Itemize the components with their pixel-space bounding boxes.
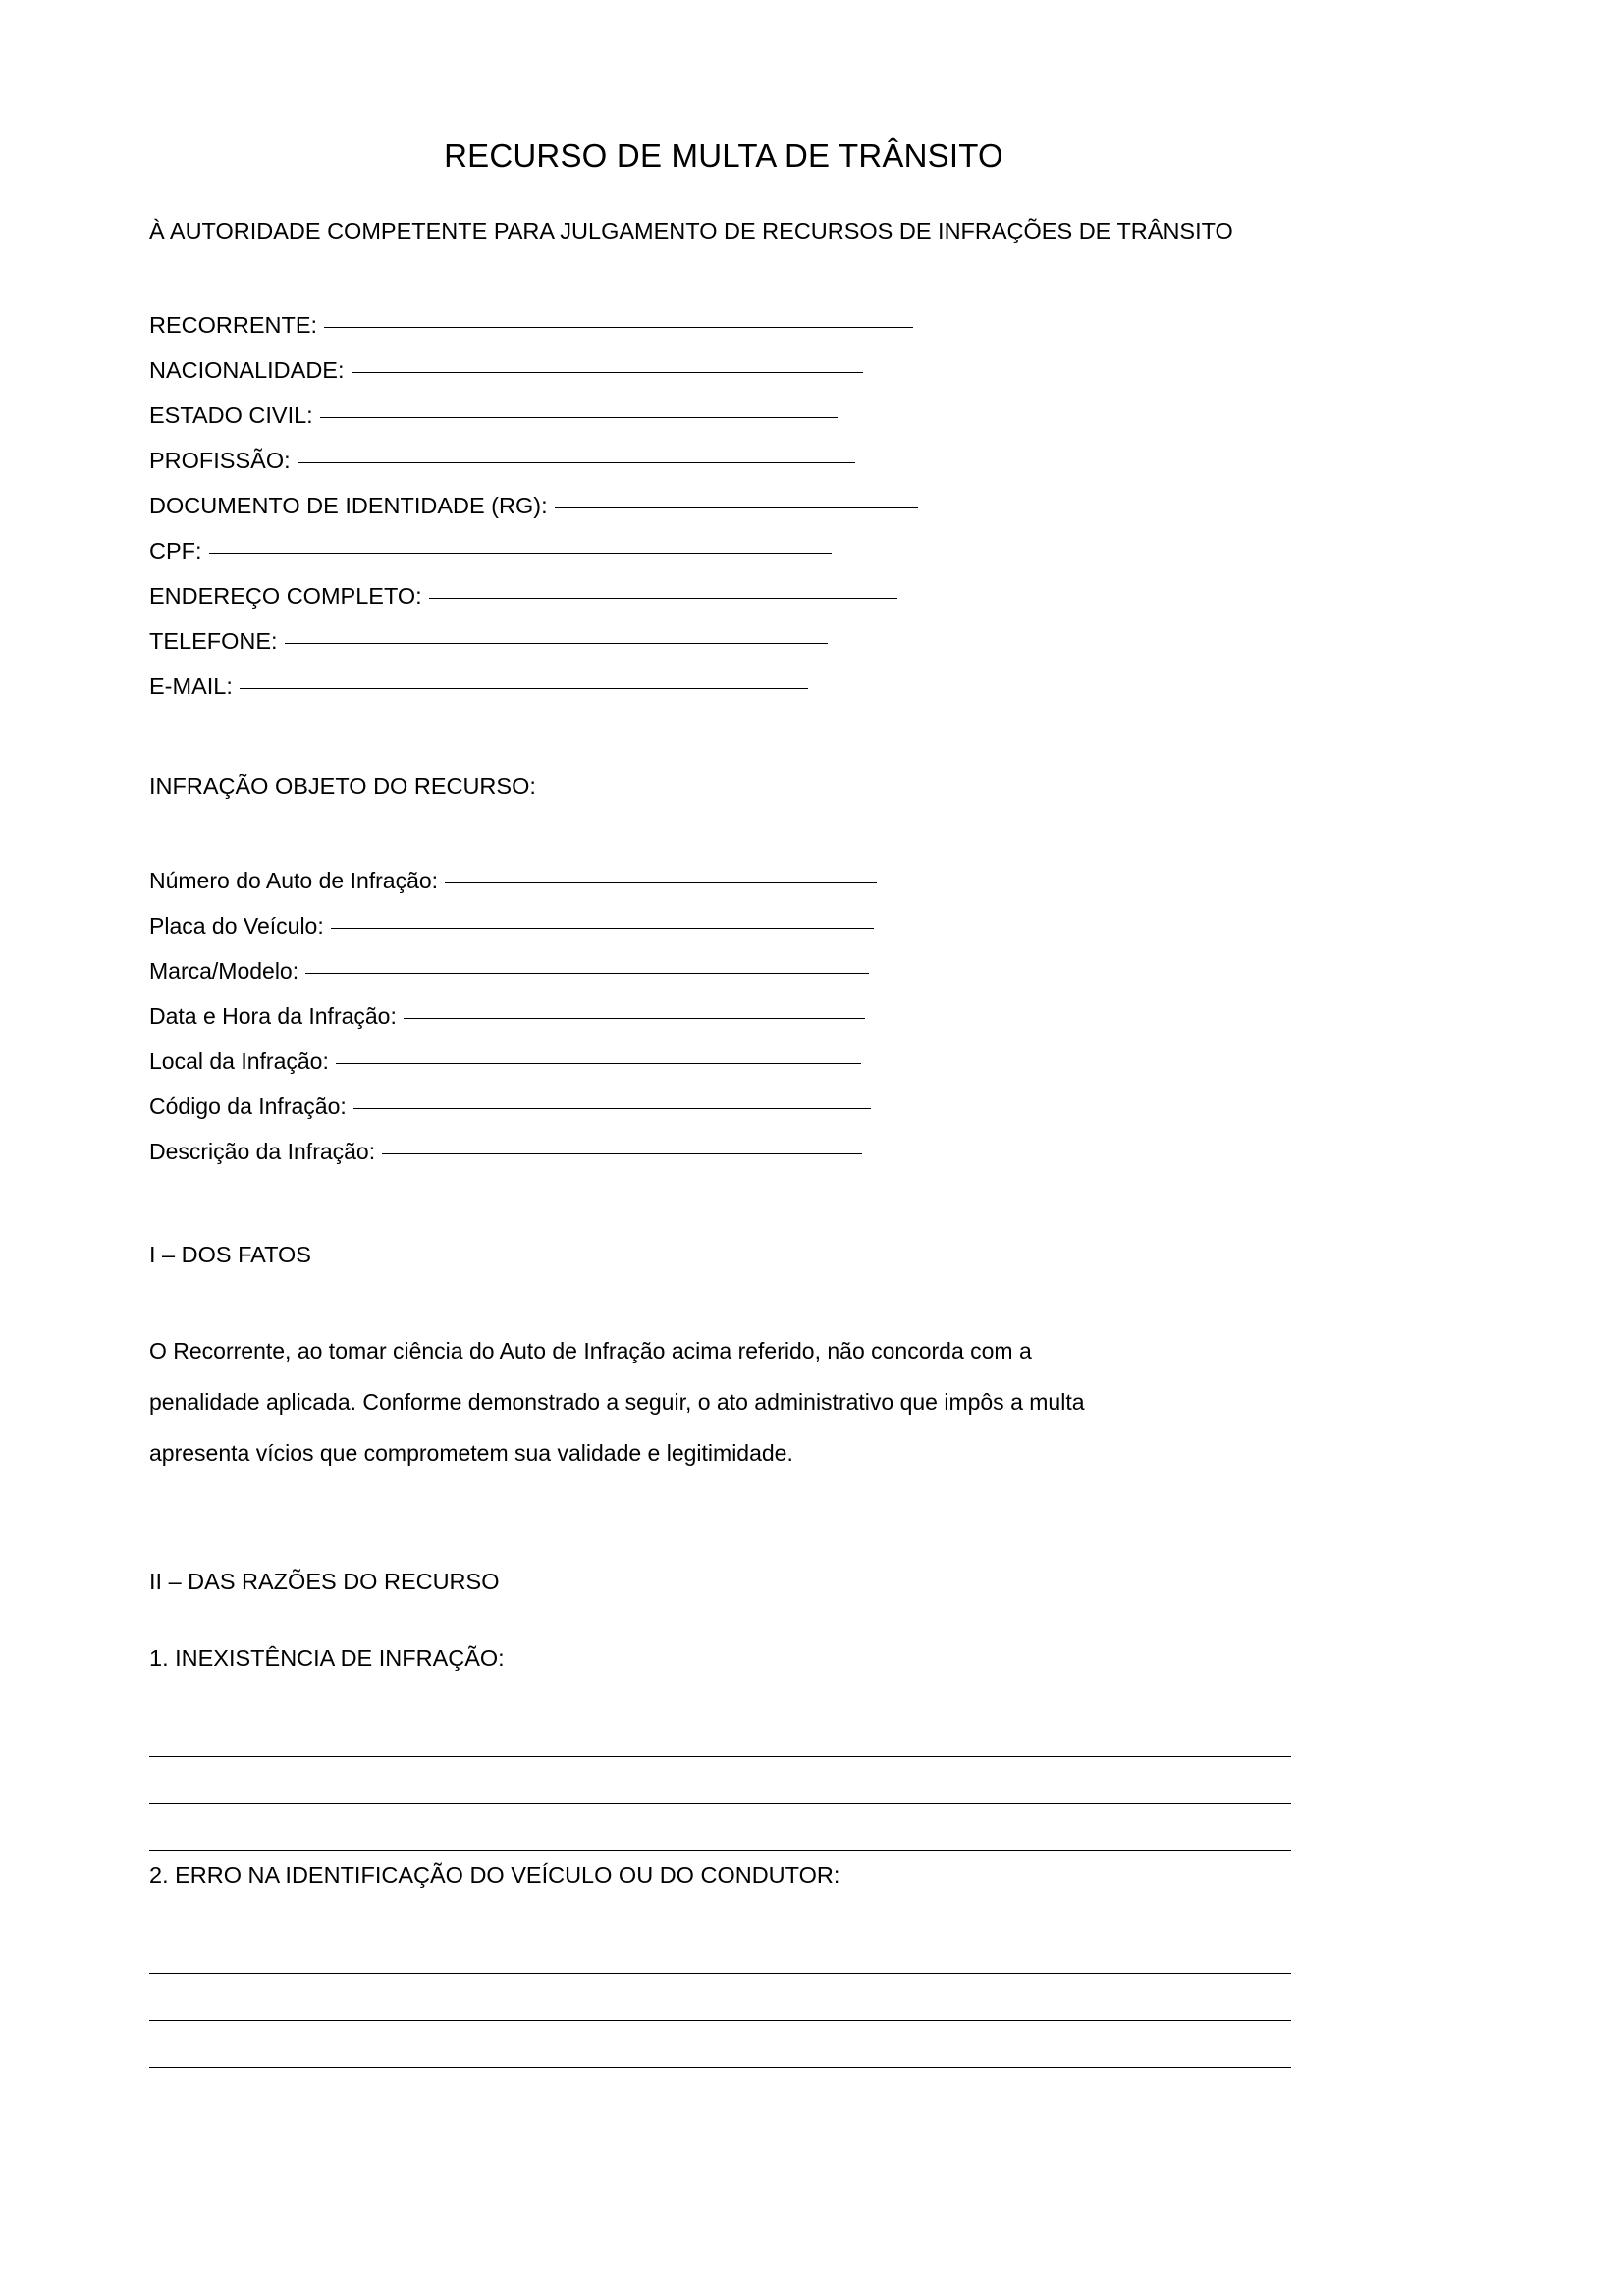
applicant-field-row — [149, 538, 1298, 583]
infraction-field-input[interactable] — [404, 1018, 865, 1019]
applicant-field-label: ENDEREÇO COMPLETO: — [149, 583, 422, 609]
infraction-field-input[interactable] — [336, 1063, 861, 1064]
page-title: RECURSO DE MULTA DE TRÂNSITO — [444, 137, 1003, 175]
facts-paragraph-line: apresenta vícios que comprometem sua validade e legitimidade. — [149, 1440, 793, 1466]
answer-lines-item-1 — [149, 1710, 1291, 1851]
facts-paragraph-line: O Recorrente, ao tomar ciência do Auto de Infração acima referido, não concorda com a — [149, 1338, 1032, 1363]
applicant-field-input[interactable] — [429, 598, 897, 599]
infraction-field-label: Descrição da Infração: — [149, 1139, 376, 1164]
answer-item-1-line[interactable] — [149, 1804, 1291, 1851]
section-heading-item-2: 2. ERRO NA IDENTIFICAÇÃO DO VEÍCULO OU DO CONDUTOR: — [149, 1862, 840, 1888]
applicant-field-row — [149, 357, 1298, 402]
applicant-field-label: TELEFONE: — [149, 628, 278, 654]
applicant-field-label: E-MAIL: — [149, 673, 233, 699]
answer-item-1-line[interactable] — [149, 1757, 1291, 1804]
applicant-field-label: RECORRENTE: — [149, 312, 318, 338]
infraction-field-input[interactable] — [382, 1153, 862, 1154]
applicant-field-input[interactable] — [285, 643, 828, 644]
infraction-field-label: Placa do Veículo: — [149, 913, 324, 938]
applicant-field-label: CPF: — [149, 538, 202, 563]
applicant-field-input[interactable] — [352, 372, 863, 373]
answer-lines-item-2 — [149, 1927, 1291, 2068]
applicant-field-row — [149, 583, 1298, 628]
applicant-field-label: DOCUMENTO DE IDENTIDADE (RG): — [149, 493, 548, 518]
applicant-field-input[interactable] — [324, 327, 913, 328]
infraction-field-row — [149, 958, 1298, 1003]
infraction-field-row — [149, 1094, 1298, 1139]
infraction-field-row — [149, 1003, 1298, 1048]
applicant-field-input[interactable] — [209, 553, 832, 554]
section-heading-facts: I – DOS FATOS — [149, 1242, 311, 1267]
applicant-field-input[interactable] — [240, 688, 808, 689]
applicant-field-row — [149, 628, 1298, 673]
infraction-field-input[interactable] — [305, 973, 869, 974]
answer-item-2-line[interactable] — [149, 1927, 1291, 1974]
applicant-field-input[interactable] — [320, 417, 838, 418]
infraction-field-input[interactable] — [331, 928, 874, 929]
infraction-field-row — [149, 868, 1298, 913]
facts-paragraph — [149, 1325, 1303, 1478]
infraction-field-input[interactable] — [445, 882, 877, 883]
answer-item-2-line[interactable] — [149, 1974, 1291, 2021]
section-heading-reasons: II – DAS RAZÕES DO RECURSO — [149, 1569, 500, 1594]
applicant-field-input[interactable] — [298, 462, 855, 463]
applicant-field-row — [149, 673, 1298, 719]
infraction-field-label: Local da Infração: — [149, 1048, 329, 1074]
infraction-field-row — [149, 913, 1298, 958]
applicant-field-row — [149, 402, 1298, 448]
infraction-field-label: Código da Infração: — [149, 1094, 347, 1119]
applicant-field-row — [149, 448, 1298, 493]
infraction-fields-block — [149, 868, 1298, 1184]
infraction-field-input[interactable] — [353, 1108, 871, 1109]
section-heading-item-1: 1. INEXISTÊNCIA DE INFRAÇÃO: — [149, 1645, 505, 1671]
applicant-fields-block — [149, 312, 1298, 719]
applicant-field-label: PROFISSÃO: — [149, 448, 291, 473]
facts-paragraph-line: penalidade aplicada. Conforme demonstrado a seguir, o ato administrativo que impôs a multa — [149, 1389, 1085, 1415]
infraction-field-label: Número do Auto de Infração: — [149, 868, 439, 893]
answer-item-2-line[interactable] — [149, 2021, 1291, 2068]
applicant-field-input[interactable] — [555, 507, 918, 508]
applicant-field-label: ESTADO CIVIL: — [149, 402, 313, 428]
applicant-field-row — [149, 312, 1298, 357]
infraction-field-row — [149, 1048, 1298, 1094]
infraction-field-row — [149, 1139, 1298, 1184]
applicant-field-label: NACIONALIDADE: — [149, 357, 345, 383]
infraction-field-label: Data e Hora da Infração: — [149, 1003, 397, 1029]
applicant-field-row — [149, 493, 1298, 538]
section-heading-infraction-object: INFRAÇÃO OBJETO DO RECURSO: — [149, 774, 536, 799]
answer-item-1-line[interactable] — [149, 1710, 1291, 1757]
infraction-field-label: Marca/Modelo: — [149, 958, 299, 984]
addressee-line: À AUTORIDADE COMPETENTE PARA JULGAMENTO DE RECURSOS DE INFRAÇÕES DE TRÂNSITO — [149, 218, 1233, 243]
